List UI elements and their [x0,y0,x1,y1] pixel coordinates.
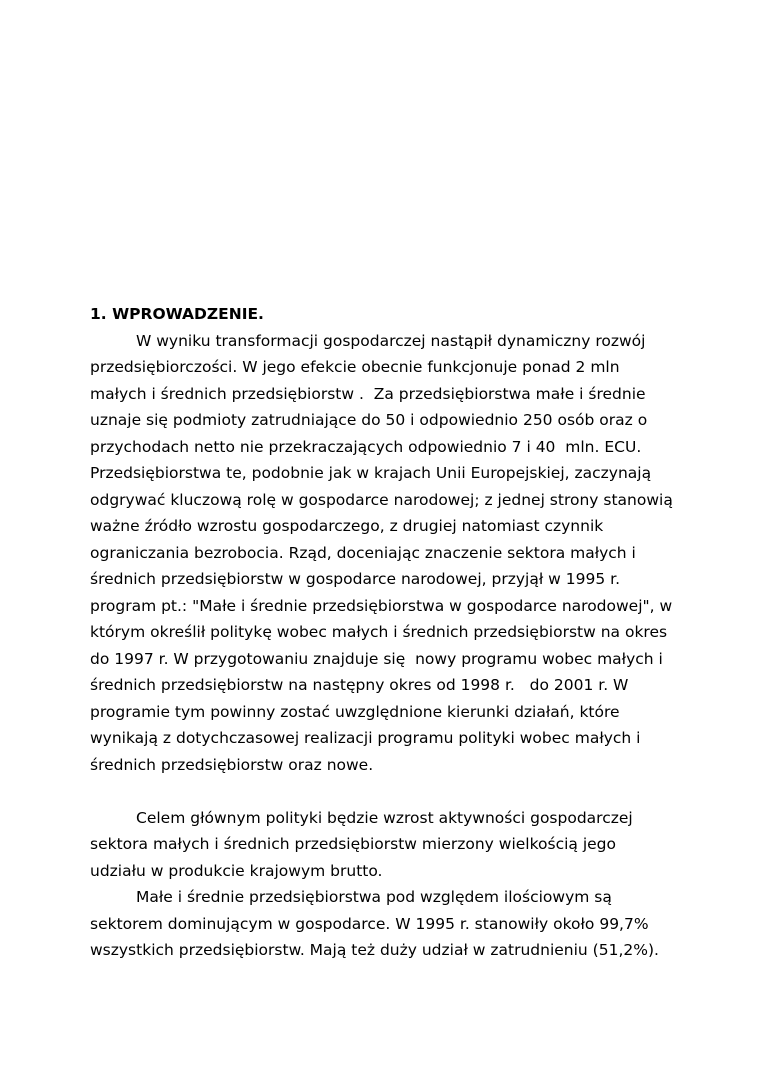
paragraph-line: wynikają z dotychczasowej realizacji programu polityki wobec małych i [90,729,641,747]
paragraph-line: Małe i średnie przedsiębiorstwa pod względem ilościowym są [136,888,612,906]
paragraph-policy-goal [90,805,690,885]
paragraph-sector-share [90,884,690,964]
document-body [90,301,690,964]
paragraph-line: małych i średnich przedsiębiorstw . Za przedsiębiorstwa małe i średnie [90,384,646,403]
paragraph-line: przedsiębiorczości. W jego efekcie obecnie funkcjonuje ponad 2 mln [90,358,620,376]
paragraph-line: W wyniku transformacji gospodarczej nastąpił dynamiczny rozwój [136,331,646,350]
paragraph-line: którym określił politykę wobec małych i średnich przedsiębiorstw na okres [90,623,668,641]
paragraph-line: uznaje się podmioty zatrudniające do 50 i odpowiednio 250 osób oraz o [90,411,648,429]
paragraph-line: średnich przedsiębiorstw oraz nowe. [90,755,374,774]
paragraph-introduction [90,328,690,779]
section-heading: 1. WPROWADZENIE. [90,305,264,323]
paragraph-line: ważne źródło wzrostu gospodarczego, z drugiej natomiast czynnik [90,517,604,535]
paragraph-line: odgrywać kluczową rolę w gospodarce narodowej; z jednej strony stanowią [90,490,673,509]
paragraph-line: wszystkich przedsiębiorstw. Mają też duży udział w zatrudnieniu (51,2%). [90,941,659,959]
paragraph-spacer [90,778,690,805]
paragraph-line: ograniczania bezrobocia. Rząd, doceniając znaczenie sektora małych i [90,543,636,562]
paragraph-line: sektora małych i średnich przedsiębiorstw mierzony wielkością jego [90,835,616,853]
paragraph-line: średnich przedsiębiorstw w gospodarce narodowej, przyjął w 1995 r. [90,570,621,588]
paragraph-line: do 1997 r. W przygotowaniu znajduje się nowy programu wobec małych i [90,649,663,668]
paragraph-line: średnich przedsiębiorstw na następny okres od 1998 r. do 2001 r. W [90,676,629,694]
paragraph-line: programie tym powinny zostać uwzględnione kierunki działań, które [90,702,620,721]
paragraph-line: udziału w produkcie krajowym brutto. [90,861,383,880]
paragraph-line: Celem głównym polityki będzie wzrost aktywności gospodarczej [136,808,633,827]
paragraph-line: sektorem dominującym w gospodarce. W 1995 r. stanowiły około 99,7% [90,914,649,933]
paragraph-line: program pt.: "Małe i średnie przedsiębiorstwa w gospodarce narodowej", w [90,596,673,615]
paragraph-line: przychodach netto nie przekraczających odpowiednio 7 i 40 mln. ECU. [90,437,642,456]
paragraph-line: Przedsiębiorstwa te, podobnie jak w krajach Unii Europejskiej, zaczynają [90,464,652,482]
